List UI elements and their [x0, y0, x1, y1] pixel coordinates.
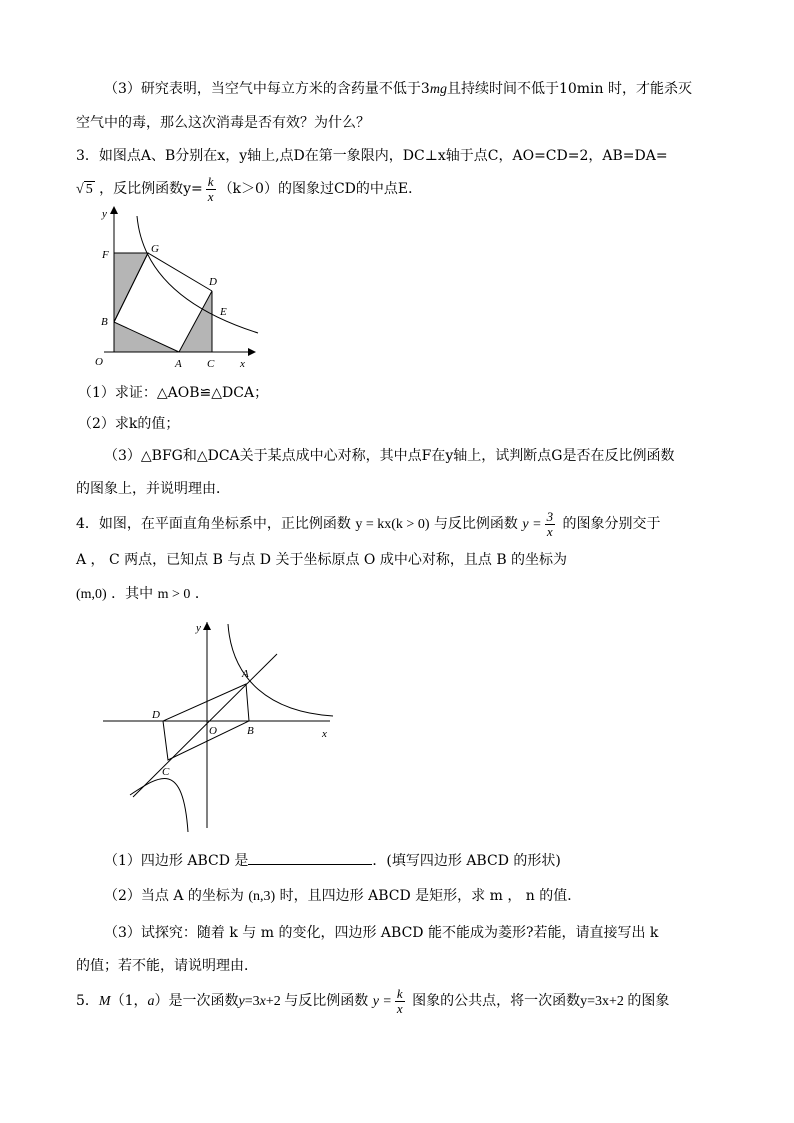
label-A: A [175, 358, 182, 370]
label-C: C [162, 766, 170, 778]
line-y-kx [133, 654, 277, 797]
sqrt-5: √ 5 [76, 182, 93, 197]
label-y: y [102, 208, 107, 220]
q3-stem-line2: √ 5 ，反比例函数y= $\frac{k}{x}$ （k＞0）的图象过CD的中点E． [76, 173, 423, 204]
label-F: F [102, 249, 109, 261]
q3-figure [86, 204, 266, 374]
label-G: G [151, 243, 159, 255]
label-y: y [196, 622, 201, 634]
label-B: B [247, 725, 254, 737]
q3-part3-line1: （3）△BFG和△DCA关于某点成中心对称，其中点F在y轴上，试判断点G是否在反比例函数 [104, 448, 675, 464]
label-x: x [322, 728, 327, 740]
hyperbola-branch-left [130, 778, 188, 832]
fraction-k-over-x: $\frac{k}{x}$ [396, 985, 403, 1016]
triangle-aob [114, 322, 179, 352]
q4-stem-line1: 4．如图，在平面直角坐标系中，正比例函数 y = kx(k > 0) 与反比例函数 y = $\frac{3}{x}$ 的图象分别交于 [76, 508, 661, 539]
label-C: C [207, 358, 215, 370]
answer-blank[interactable] [248, 850, 372, 865]
q4-stem-line3: (m,0) ．其中 m > 0 ． [76, 586, 209, 602]
fraction-k-over-x: $\frac{k}{x}$ [207, 173, 214, 204]
q5-stem-line1: 5．M（1，a）是一次函数y=3x+2 与反比例函数 y = $\frac{k}{x}$ 图象的公共点，将一次函数y=3x+2 的图象 [76, 985, 670, 1016]
label-O: O [209, 725, 217, 737]
q3-part3-line2: 的图象上，并说明理由． [76, 481, 230, 497]
fraction-3-over-x: $\frac{3}{x}$ [546, 508, 554, 539]
q4-part2: （2）当点 A 的坐标为 (n,3) 时，且四边形 ABCD 是矩形，求 m ， n 的值． [104, 888, 582, 904]
label-D: D [209, 276, 217, 288]
q4-part3-line1: （3）试探究：随着 k 与 m 的变化，四边形 ABCD 能不能成为菱形?若能，请直接写出 k [104, 925, 659, 941]
quadrilateral-abcd [163, 684, 249, 760]
label-x: x [240, 358, 245, 370]
q2-part3-line1: （3）研究表明，当空气中每立方米的含药量不低于3mg且持续时间不低于10min 时，才能杀灭 [104, 81, 692, 97]
hyperbola-curve [137, 216, 258, 333]
q2-part3-line2: 空气中的毒，那么这次消毒是否有效？为什么？ [76, 115, 370, 131]
label-A: A [242, 668, 249, 680]
q3-part1: （1）求证：△AOB≌△DCA； [78, 385, 269, 401]
triangle-dca [179, 291, 212, 352]
q4-figure [100, 615, 340, 835]
label-O: O [95, 356, 103, 368]
q4-part1: （1）四边形 ABCD 是 ．(填写四边形 ABCD 的形状) [104, 850, 561, 871]
q3-stem-line1: 3．如图点A、B分别在x，y轴上,点D在第一象限内，DC⊥x轴于点C，AO=CD=2，AB=DA= [76, 148, 668, 164]
q3-part2: （2）求k的值； [78, 416, 180, 432]
q4-part3-line2: 的值；若不能，请说明理由． [76, 958, 258, 974]
label-D: D [152, 709, 160, 721]
q4-stem-line2: A ， C 两点，已知点 B 与点 D 关于坐标原点 O 成中心对称，且点 B 的坐标为 [76, 552, 568, 568]
label-E: E [220, 306, 227, 318]
label-B: B [101, 316, 108, 328]
